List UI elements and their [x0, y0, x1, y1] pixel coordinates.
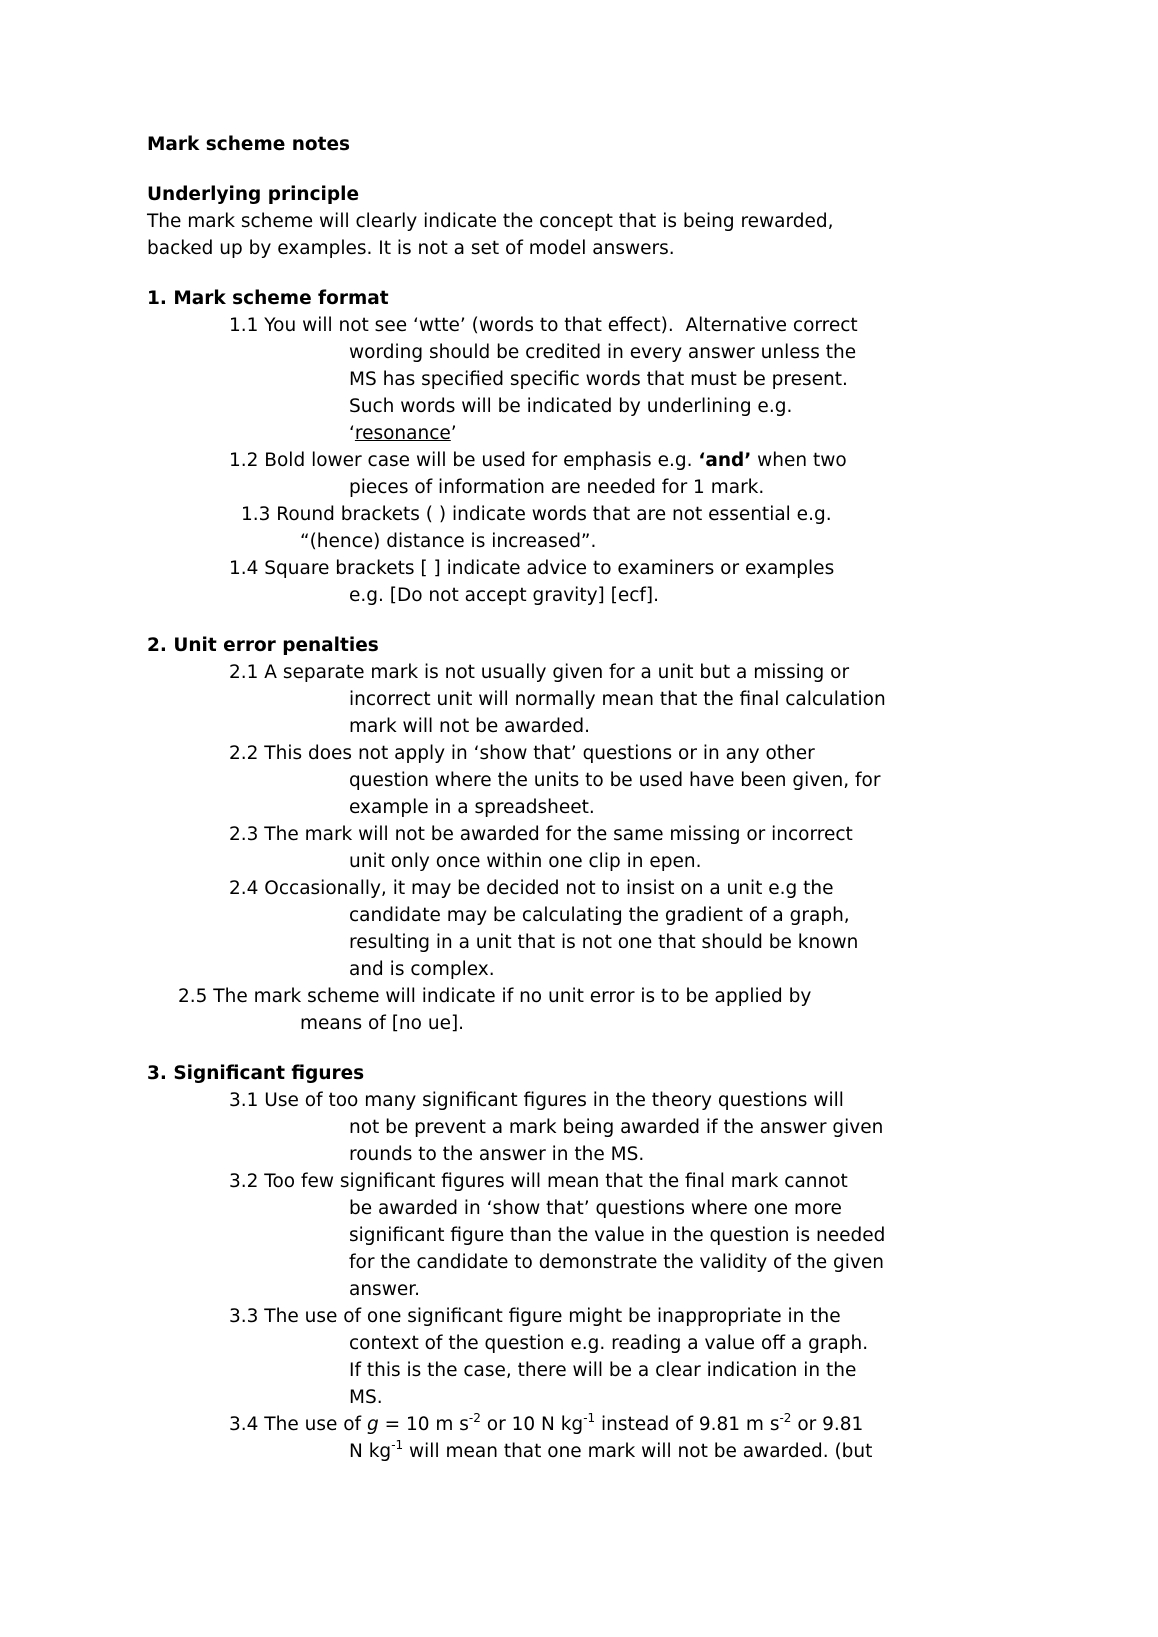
text-line-1.3: [300, 528, 1058, 555]
text-line-1.4: [349, 582, 1058, 609]
text-line-2.4: [229, 875, 1058, 902]
text-line-3.4: [229, 1411, 1058, 1438]
list-item-2.1: [147, 659, 1058, 740]
list-item-3.1: [147, 1087, 1058, 1168]
text-span: or 10 N kg: [480, 1414, 584, 1435]
text-line-2.3: [229, 821, 1058, 848]
text-span: and is complex.: [349, 959, 495, 980]
spacer: [147, 262, 1058, 285]
text-line-2.3: [349, 848, 1058, 875]
text-span: 3.3 The use of one significant figure might be inappropriate in the: [229, 1306, 841, 1327]
list-item-2.2: [147, 740, 1058, 821]
text-span: will mean that one mark will not be awarded. (but: [403, 1441, 873, 1462]
text-span: ’: [450, 423, 457, 444]
text-line-3.2: [349, 1276, 1058, 1303]
section-heading-2: 2. Unit error penalties: [147, 635, 379, 656]
text-span: 2.4 Occasionally, it may be decided not to insist on a unit e.g the: [229, 878, 834, 899]
text-span: 3.4 The use of: [229, 1414, 367, 1435]
text-span: example in a spreadsheet.: [349, 797, 595, 818]
spacer: [147, 158, 1058, 181]
list-item-2.5: [147, 983, 1058, 1037]
text-span: question where the units to be used have been given, for: [349, 770, 881, 791]
text-span: instead of 9.81 m s: [595, 1414, 780, 1435]
text-span: Such words will be indicated by underlining e.g.: [349, 396, 793, 417]
text-span: 1.4 Square brackets [ ] indicate advice to examiners or examples: [229, 558, 835, 579]
text-line-2.4: [349, 956, 1058, 983]
text-span: for the candidate to demonstrate the validity of the given: [349, 1252, 884, 1273]
text-line-2.5: [300, 1010, 1058, 1037]
text-line-2.2: [349, 794, 1058, 821]
text-span: -1: [583, 1410, 596, 1425]
text-line-3.2: [349, 1195, 1058, 1222]
text-line-2.4: [349, 929, 1058, 956]
text-line-2.1: [349, 686, 1058, 713]
text-span: backed up by examples. It is not a set of model answers.: [147, 238, 675, 259]
text-line-intro: [147, 235, 1058, 262]
text-span: mark will not be awarded.: [349, 716, 591, 737]
list-item-3.3: [147, 1303, 1058, 1411]
text-line-intro: [147, 208, 1058, 235]
text-line-2.4: [349, 902, 1058, 929]
text-span: e.g. [Do not accept gravity] [ecf].: [349, 585, 660, 606]
text-span: N kg: [349, 1441, 392, 1462]
text-span: MS has specified specific words that must be present.: [349, 369, 848, 390]
list-item-2.3: [147, 821, 1058, 875]
text-span: -1: [391, 1437, 404, 1452]
text-line-1.1: [349, 366, 1058, 393]
list-item-2.4: [147, 875, 1058, 983]
sections-container: [147, 262, 1058, 1465]
text-line-2.1: [349, 713, 1058, 740]
text-line-1.1: [349, 393, 1058, 420]
text-line-3.4: [349, 1438, 1058, 1465]
text-line-3.1: [349, 1114, 1058, 1141]
text-span: 3.1 Use of too many significant figures in the theory questions will: [229, 1090, 844, 1111]
text-line-3.2: [349, 1249, 1058, 1276]
list-item-1.4: [147, 555, 1058, 609]
text-span: g: [366, 1414, 379, 1435]
text-span: 2.3 The mark will not be awarded for the same missing or incorrect: [229, 824, 853, 845]
text-span: context of the question e.g. reading a value off a graph.: [349, 1333, 869, 1354]
text-line-3.1: [229, 1087, 1058, 1114]
text-span: = 10 m s: [378, 1414, 469, 1435]
text-span: be awarded in ‘show that’ questions where one more: [349, 1198, 842, 1219]
list-item-3.2: [147, 1168, 1058, 1303]
text-span: not be prevent a mark being awarded if the answer given: [349, 1117, 884, 1138]
text-span: MS.: [349, 1387, 383, 1408]
text-span: unit only once within one clip in epen.: [349, 851, 702, 872]
text-span: ‘and’: [698, 450, 752, 471]
text-span: 2.1 A separate mark is not usually given for a unit but a missing or: [229, 662, 850, 683]
text-line-2.2: [349, 767, 1058, 794]
text-span: 2.5 The mark scheme will indicate if no unit error is to be applied by: [178, 986, 812, 1007]
text-span: when two: [751, 450, 847, 471]
text-line-1.1: [349, 339, 1058, 366]
list-item-1.2: [147, 447, 1058, 501]
text-span: 2.2 This does not apply in ‘show that’ questions or in any other: [229, 743, 815, 764]
text-span: wording should be credited in every answer unless the: [349, 342, 857, 363]
section-heading-3: 3. Significant figures: [147, 1063, 365, 1084]
text-span: rounds to the answer in the MS.: [349, 1144, 645, 1165]
text-span: resonance: [354, 423, 451, 444]
spacer: [147, 1037, 1058, 1060]
list-item-3.4: [147, 1411, 1058, 1465]
text-span: 1.1 You will not see ‘wtte’ (words to that effect). Alternative correct: [229, 315, 858, 336]
text-line-3.2: [349, 1222, 1058, 1249]
text-span: pieces of information are needed for 1 mark.: [349, 477, 765, 498]
text-span: incorrect unit will normally mean that the final calculation: [349, 689, 886, 710]
text-line-3.3: [349, 1384, 1058, 1411]
text-span: 1.3 Round brackets ( ) indicate words that are not essential e.g.: [241, 504, 832, 525]
text-line-3.2: [229, 1168, 1058, 1195]
text-line-1.1: [229, 312, 1058, 339]
text-span: -2: [779, 1410, 792, 1425]
text-span: If this is the case, there will be a clear indication in the: [349, 1360, 857, 1381]
text-span: candidate may be calculating the gradient of a graph,: [349, 905, 850, 926]
text-line-1.1: [349, 420, 1058, 447]
text-line-3.1: [349, 1141, 1058, 1168]
text-line-3.3: [349, 1330, 1058, 1357]
text-span: answer.: [349, 1279, 421, 1300]
intro-paragraph: [147, 208, 1058, 262]
text-span: or 9.81: [791, 1414, 864, 1435]
section-heading-1: 1. Mark scheme format: [147, 288, 389, 309]
intro-heading: Underlying principle: [147, 184, 360, 205]
text-span: -2: [468, 1410, 481, 1425]
text-span: 3.2 Too few significant figures will mean that the final mark cannot: [229, 1171, 848, 1192]
text-span: ‘: [349, 423, 355, 444]
text-line-2.1: [229, 659, 1058, 686]
text-span: means of [no ue].: [300, 1013, 465, 1034]
page-title: Mark scheme notes: [147, 134, 351, 155]
text-span: “(hence) distance is increased”.: [300, 531, 597, 552]
text-line-2.2: [229, 740, 1058, 767]
text-span: 1.2 Bold lower case will be used for emphasis e.g.: [229, 450, 699, 471]
text-line-2.5: [178, 983, 1058, 1010]
text-line-3.3: [229, 1303, 1058, 1330]
text-line-1.4: [229, 555, 1058, 582]
spacer: [147, 609, 1058, 632]
text-line-3.3: [349, 1357, 1058, 1384]
text-line-1.2: [349, 474, 1058, 501]
text-span: resulting in a unit that is not one that should be known: [349, 932, 859, 953]
text-span: The mark scheme will clearly indicate the concept that is being rewarded,: [147, 211, 834, 232]
text-span: significant figure than the value in the question is needed: [349, 1225, 886, 1246]
list-item-1.3: [147, 501, 1058, 555]
text-line-1.3: [241, 501, 1058, 528]
text-line-1.2: [229, 447, 1058, 474]
list-item-1.1: [147, 312, 1058, 447]
